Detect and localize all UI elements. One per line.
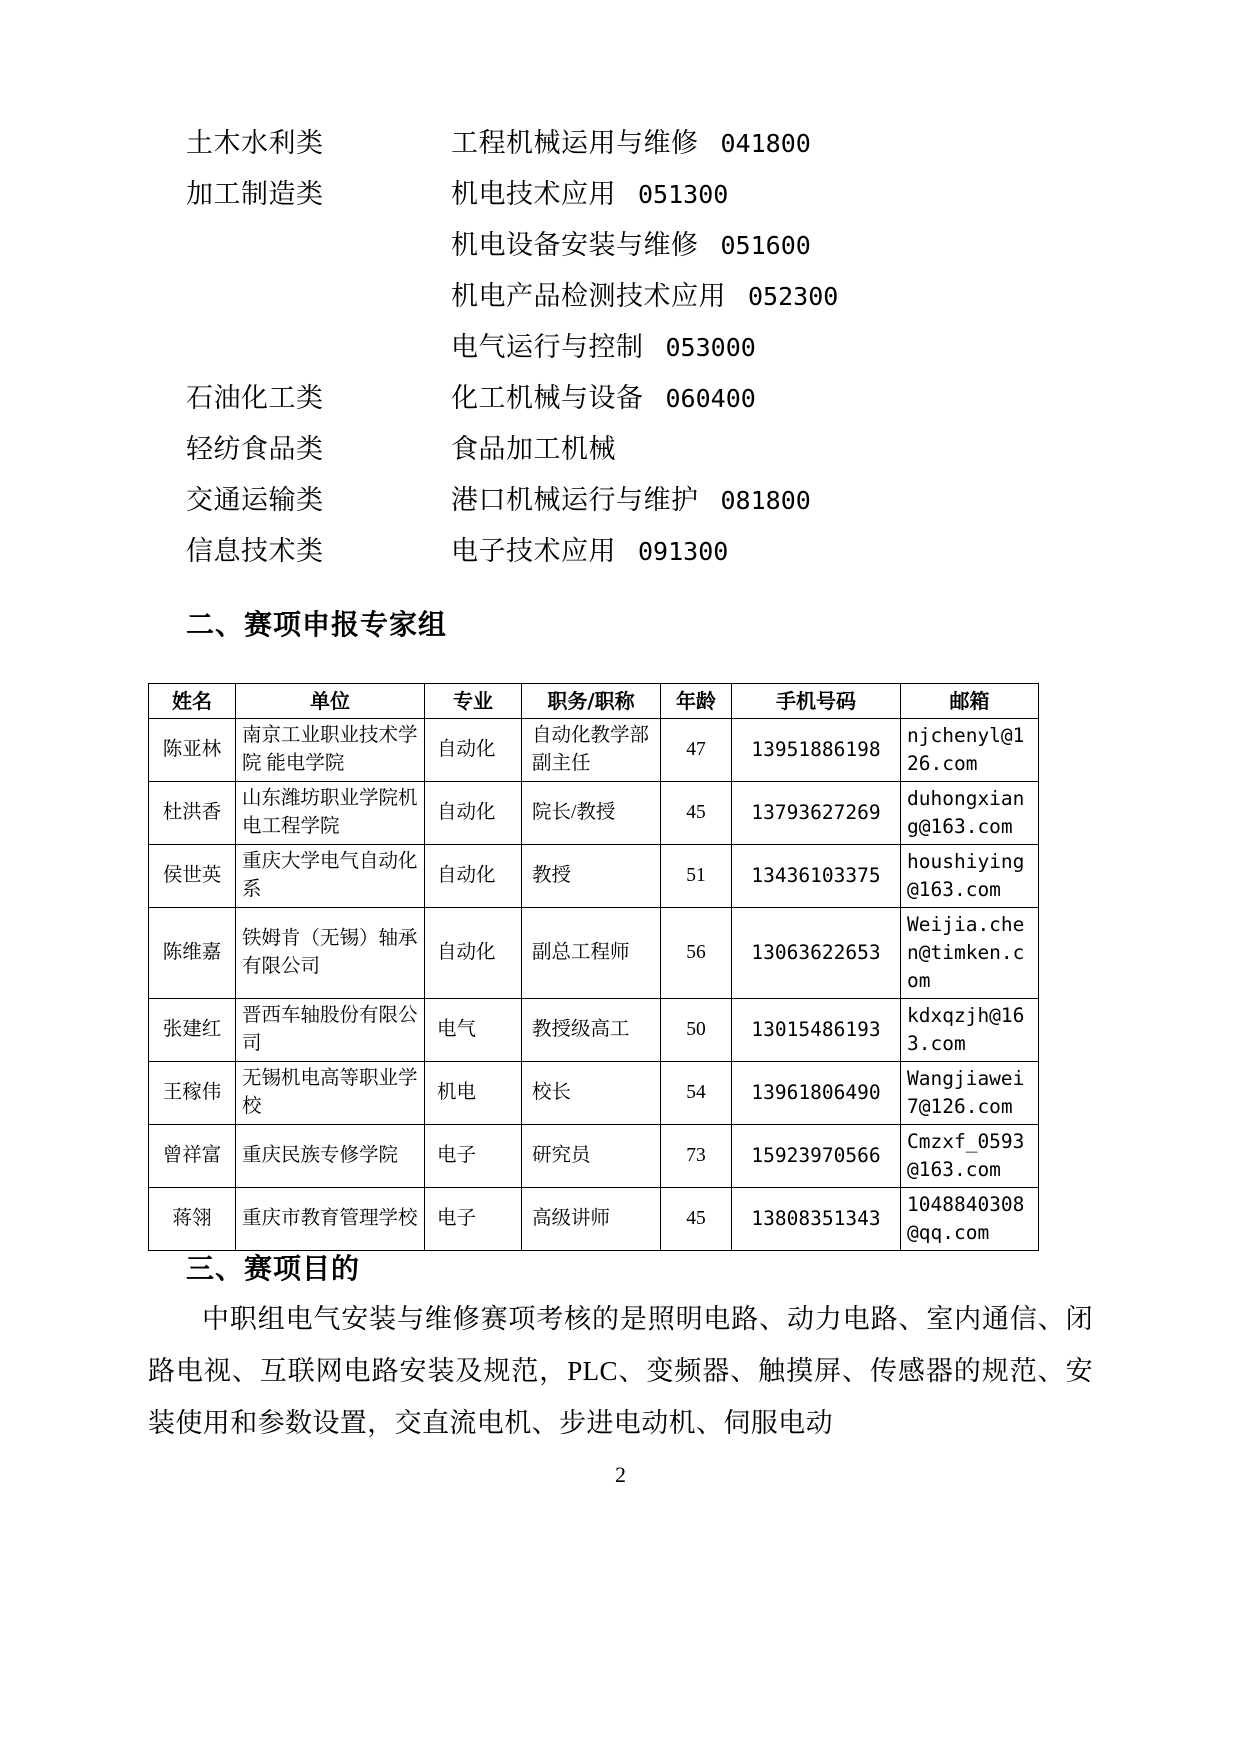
major-code: 052300 xyxy=(748,282,839,311)
table-row xyxy=(149,1125,1039,1188)
major-name: 机电设备安装与维修 xyxy=(451,230,699,260)
cell-title: 自动化教学部副主任 xyxy=(522,719,661,782)
cell-age: 54 xyxy=(661,1062,732,1125)
cell-major: 自动化 xyxy=(425,782,522,845)
column-header-phone: 手机号码 xyxy=(732,684,901,719)
cell-unit: 重庆市教育管理学校 xyxy=(236,1188,425,1251)
cell-unit: 铁姆肯（无锡）轴承有限公司 xyxy=(236,908,425,999)
cell-phone: 13015486193 xyxy=(732,999,901,1062)
cell-phone: 13063622653 xyxy=(732,908,901,999)
cell-email: njchenyl@126.com xyxy=(901,719,1039,782)
major-code: 060400 xyxy=(665,384,756,413)
cell-phone: 13436103375 xyxy=(732,845,901,908)
major-name: 机电技术应用 xyxy=(451,179,616,209)
major-list-item xyxy=(186,373,1086,424)
cell-name: 蒋翎 xyxy=(149,1188,236,1251)
cell-major: 电气 xyxy=(425,999,522,1062)
table-row xyxy=(149,845,1039,908)
cell-age: 45 xyxy=(661,1188,732,1251)
major-list-item xyxy=(186,322,1086,373)
major-name: 化工机械与设备 xyxy=(451,383,644,413)
major-code: 091300 xyxy=(638,537,729,566)
cell-title: 教授 xyxy=(522,845,661,908)
cell-name: 曾祥富 xyxy=(149,1125,236,1188)
cell-email: duhongxiang@163.com xyxy=(901,782,1039,845)
major-name: 港口机械运行与维护 xyxy=(451,485,699,515)
cell-email: kdxqzjh@163.com xyxy=(901,999,1039,1062)
cell-phone: 13961806490 xyxy=(732,1062,901,1125)
cell-phone: 13951886198 xyxy=(732,719,901,782)
page-number: 2 xyxy=(615,1462,626,1487)
major-name: 机电产品检测技术应用 xyxy=(451,281,726,311)
cell-title: 副总工程师 xyxy=(522,908,661,999)
cell-unit: 无锡机电高等职业学校 xyxy=(236,1062,425,1125)
cell-unit: 南京工业职业技术学院 能电学院 xyxy=(236,719,425,782)
section-three-paragraph: 中职组电气安装与维修赛项考核的是照明电路、动力电路、室内通信、闭路电视、互联网电路安装及规范，PLC、变频器、触摸屏、传感器的规范、安装使用和参数设置，交直流电机、步进电动机、伺服电动 xyxy=(148,1304,1093,1438)
major-list-item xyxy=(186,220,1086,271)
major-category: 石油化工类 xyxy=(186,383,324,413)
cell-phone: 15923970566 xyxy=(732,1125,901,1188)
cell-major: 自动化 xyxy=(425,845,522,908)
major-category: 轻纺食品类 xyxy=(186,434,324,464)
column-header-major: 专业 xyxy=(425,684,522,719)
section-heading-three: 三、赛项目的 xyxy=(186,1252,361,1285)
table-row xyxy=(149,782,1039,845)
column-header-title: 职务/职称 xyxy=(522,684,661,719)
section-heading-two: 二、赛项申报专家组 xyxy=(186,608,448,641)
major-category: 土木水利类 xyxy=(186,128,324,158)
cell-email: Weijia.chen@timken.com xyxy=(901,908,1039,999)
cell-name: 张建红 xyxy=(149,999,236,1062)
column-header-name: 姓名 xyxy=(149,684,236,719)
cell-major: 电子 xyxy=(425,1188,522,1251)
table-row xyxy=(149,999,1039,1062)
major-category: 交通运输类 xyxy=(186,485,324,515)
cell-name: 王稼伟 xyxy=(149,1062,236,1125)
table-header-row xyxy=(149,684,1039,719)
cell-unit: 重庆民族专修学院 xyxy=(236,1125,425,1188)
table-row xyxy=(149,1188,1039,1251)
table-row xyxy=(149,1062,1039,1125)
cell-unit: 山东潍坊职业学院机电工程学院 xyxy=(236,782,425,845)
major-code: 051300 xyxy=(638,180,729,209)
cell-title: 校长 xyxy=(522,1062,661,1125)
cell-email: 1048840308@qq.com xyxy=(901,1188,1039,1251)
column-header-unit: 单位 xyxy=(236,684,425,719)
major-list-item xyxy=(186,424,1086,475)
major-list-item xyxy=(186,526,1086,577)
major-code: 053000 xyxy=(665,333,756,362)
cell-unit: 晋西车轴股份有限公司 xyxy=(236,999,425,1062)
major-name: 工程机械运用与维修 xyxy=(451,128,699,158)
cell-email: houshiying@163.com xyxy=(901,845,1039,908)
major-list xyxy=(186,118,1086,577)
column-header-email: 邮箱 xyxy=(901,684,1039,719)
cell-major: 自动化 xyxy=(425,719,522,782)
major-code: 081800 xyxy=(720,486,811,515)
table-row xyxy=(149,719,1039,782)
cell-email: Wangjiawei7@126.com xyxy=(901,1062,1039,1125)
cell-name: 陈亚林 xyxy=(149,719,236,782)
major-list-item xyxy=(186,169,1086,220)
cell-major: 机电 xyxy=(425,1062,522,1125)
cell-phone: 13808351343 xyxy=(732,1188,901,1251)
cell-name: 杜洪香 xyxy=(149,782,236,845)
cell-phone: 13793627269 xyxy=(732,782,901,845)
cell-name: 陈维嘉 xyxy=(149,908,236,999)
column-header-age: 年龄 xyxy=(661,684,732,719)
cell-age: 45 xyxy=(661,782,732,845)
major-code: 041800 xyxy=(720,129,811,158)
cell-title: 高级讲师 xyxy=(522,1188,661,1251)
major-name: 电子技术应用 xyxy=(451,536,616,566)
cell-major: 自动化 xyxy=(425,908,522,999)
cell-age: 50 xyxy=(661,999,732,1062)
major-category: 信息技术类 xyxy=(186,536,324,566)
cell-age: 47 xyxy=(661,719,732,782)
cell-age: 51 xyxy=(661,845,732,908)
cell-title: 研究员 xyxy=(522,1125,661,1188)
table-row xyxy=(149,908,1039,999)
cell-major: 电子 xyxy=(425,1125,522,1188)
cell-email: Cmzxf_0593@163.com xyxy=(901,1125,1039,1188)
major-category: 加工制造类 xyxy=(186,179,324,209)
cell-title: 教授级高工 xyxy=(522,999,661,1062)
cell-name: 侯世英 xyxy=(149,845,236,908)
major-list-item xyxy=(186,475,1086,526)
cell-title: 院长/教授 xyxy=(522,782,661,845)
cell-age: 73 xyxy=(661,1125,732,1188)
major-code: 051600 xyxy=(720,231,811,260)
major-list-item xyxy=(186,271,1086,322)
major-name: 电气运行与控制 xyxy=(451,332,644,362)
major-name: 食品加工机械 xyxy=(451,434,616,464)
cell-age: 56 xyxy=(661,908,732,999)
major-list-item xyxy=(186,118,1086,169)
expert-group-table xyxy=(148,683,1039,1251)
cell-unit: 重庆大学电气自动化系 xyxy=(236,845,425,908)
